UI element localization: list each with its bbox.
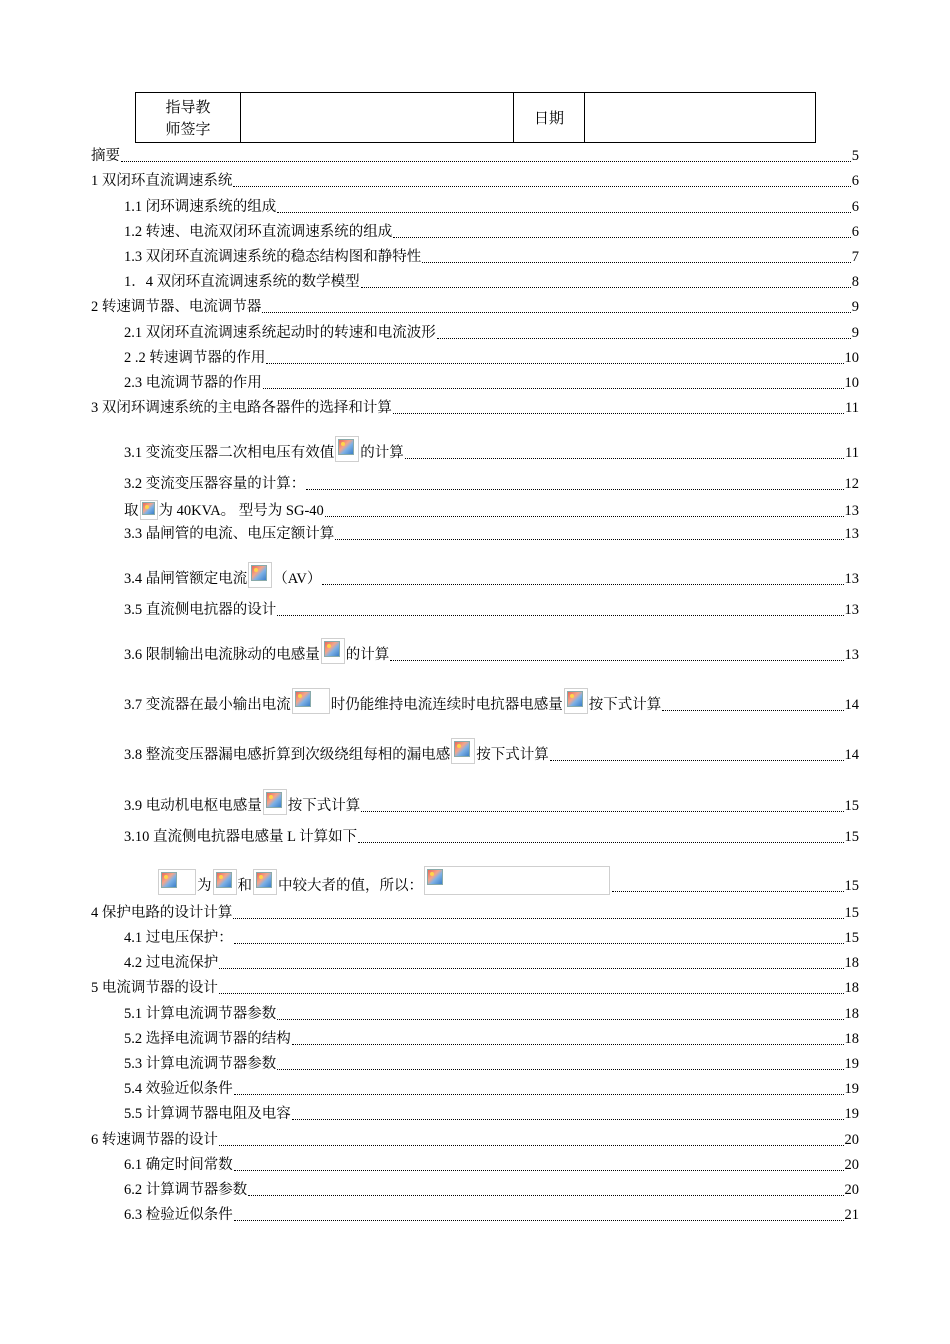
formula-image-icon xyxy=(564,688,588,714)
toc-entry[interactable] xyxy=(124,199,859,216)
toc-entry[interactable] xyxy=(124,638,859,664)
toc-page-number: 9 xyxy=(851,299,859,315)
formula-image-icon xyxy=(140,500,158,520)
toc-leader xyxy=(263,388,844,389)
toc-entry-title: 6.3 检验近似条件 xyxy=(124,1207,233,1223)
toc-entry-title: 6 转速调节器的设计 xyxy=(91,1132,218,1148)
toc-page-number: 13 xyxy=(844,571,859,587)
toc-entry-title: 3.5 直流侧电抗器的设计 xyxy=(124,602,277,618)
toc-entry[interactable] xyxy=(124,476,859,493)
toc-entry-title: 4 保护电路的设计计算 xyxy=(91,905,233,921)
toc-entry-title: 5.1 计算电流调节器参数 xyxy=(124,1006,277,1022)
toc-entry-title: 1.2 转速、电流双闭环直流调速系统的组成 xyxy=(124,224,393,240)
toc-page-number: 21 xyxy=(844,1207,859,1223)
toc-text: （AV） xyxy=(273,571,322,587)
toc-page-number: 6 xyxy=(851,173,859,189)
toc-leader xyxy=(234,1094,844,1095)
toc-page-number: 15 xyxy=(844,829,859,845)
toc-text: 3.8 整流变压器漏电感折算到次级绕组每相的漏电感 xyxy=(124,747,451,763)
toc-entry[interactable] xyxy=(124,602,859,619)
toc-entry-title xyxy=(124,789,360,815)
date-label: 日期 xyxy=(514,93,585,143)
toc-page-number: 20 xyxy=(844,1157,859,1173)
toc-leader xyxy=(437,338,851,339)
toc-entry-title: 6.1 确定时间常数 xyxy=(124,1157,233,1173)
toc-page-number: 7 xyxy=(851,249,859,265)
formula-image-icon xyxy=(248,562,272,588)
toc-page-number: 12 xyxy=(844,476,859,492)
toc-entry[interactable] xyxy=(91,299,859,316)
toc-entry[interactable] xyxy=(124,955,859,972)
toc-entry-title: 1.3 双闭环直流调速系统的稳态结构图和静特性 xyxy=(124,249,422,265)
toc-leader xyxy=(219,1145,844,1146)
formula-image-icon xyxy=(321,638,345,664)
toc-entry[interactable] xyxy=(91,1132,859,1149)
toc-entry[interactable] xyxy=(124,274,859,291)
toc-leader xyxy=(219,993,844,994)
toc-entry-title: 1．4 双闭环直流调速系统的数学模型 xyxy=(124,274,360,290)
toc-entry[interactable] xyxy=(124,436,859,462)
toc-entry-title xyxy=(124,500,324,520)
toc-leader xyxy=(405,458,844,459)
toc-leader xyxy=(277,212,851,213)
toc-leader xyxy=(248,1195,843,1196)
toc-leader xyxy=(306,489,843,490)
toc-page-number: 9 xyxy=(851,325,859,341)
toc-page-number: 18 xyxy=(844,1006,859,1022)
toc-entry[interactable] xyxy=(91,980,859,997)
formula-image-icon xyxy=(213,869,237,895)
toc-entry[interactable] xyxy=(124,1006,859,1023)
toc-leader xyxy=(234,1170,844,1171)
toc-leader xyxy=(393,237,851,238)
toc-leader xyxy=(233,186,850,187)
toc-leader xyxy=(393,413,844,414)
toc-leader xyxy=(277,615,843,616)
toc-entry[interactable] xyxy=(124,688,859,714)
toc-entry-title: 1.1 闭环调速系统的组成 xyxy=(124,199,277,215)
toc-entry[interactable] xyxy=(124,500,859,520)
toc-entry-title: 摘要 xyxy=(91,148,120,164)
toc-entry[interactable] xyxy=(124,1157,859,1174)
toc-leader xyxy=(292,1044,844,1045)
toc-page-number: 10 xyxy=(844,350,859,366)
toc-page-number: 20 xyxy=(844,1182,859,1198)
toc-page-number: 10 xyxy=(844,375,859,391)
toc-entry[interactable] xyxy=(124,1056,859,1073)
toc-entry[interactable] xyxy=(124,350,859,367)
toc-leader xyxy=(266,363,843,364)
toc-leader xyxy=(322,584,843,585)
toc-entry[interactable] xyxy=(91,905,859,922)
toc-leader xyxy=(292,1119,844,1120)
toc-leader xyxy=(550,760,844,761)
toc-leader xyxy=(277,1019,843,1020)
toc-text: 3.1 变流变压器二次相电压有效值 xyxy=(124,445,335,461)
toc-entry-title: 2.1 双闭环直流调速系统起动时的转速和电流波形 xyxy=(124,325,436,341)
toc-leader xyxy=(662,710,843,711)
formula-image-icon xyxy=(335,436,359,462)
toc-entry-title: 5.5 计算调节器电阻及电容 xyxy=(124,1106,291,1122)
toc-entry[interactable] xyxy=(124,1031,859,1048)
toc-page-number: 6 xyxy=(851,224,859,240)
toc-text: 3.4 晶闸管额定电流 xyxy=(124,571,248,587)
formula-image-icon xyxy=(253,869,277,895)
toc-entry[interactable] xyxy=(124,325,859,342)
toc-entry[interactable] xyxy=(124,789,859,815)
formula-image-icon xyxy=(158,869,196,895)
toc-leader xyxy=(612,891,844,892)
toc-text: 和 xyxy=(237,878,252,894)
formula-image-icon xyxy=(292,688,330,714)
advisor-signature-label: 指导教 师签字 xyxy=(136,93,241,143)
formula-image-icon xyxy=(424,866,610,895)
toc-entry[interactable] xyxy=(124,1182,859,1199)
toc-leader xyxy=(234,1220,844,1221)
toc-text: 按下式计算 xyxy=(588,697,662,713)
toc-entry-title xyxy=(124,688,661,714)
toc-leader xyxy=(358,842,843,843)
formula-image-icon xyxy=(263,789,287,815)
toc-entry[interactable] xyxy=(124,375,859,392)
toc-entry-title: 5.2 选择电流调节器的结构 xyxy=(124,1031,291,1047)
toc-page-number: 13 xyxy=(844,602,859,618)
toc-entry-title xyxy=(124,638,389,664)
toc-page-number: 14 xyxy=(844,747,859,763)
toc-entry-title: 6.2 计算调节器参数 xyxy=(124,1182,248,1198)
toc-leader xyxy=(262,312,850,313)
toc-page-number: 6 xyxy=(851,199,859,215)
toc-page-number: 8 xyxy=(851,274,859,290)
toc-page-number: 19 xyxy=(844,1106,859,1122)
toc-text: 3.6 限制输出电流脉动的电感量 xyxy=(124,647,320,663)
toc-entry[interactable] xyxy=(124,249,859,266)
toc-leader xyxy=(277,1069,843,1070)
toc-text: 按下式计算 xyxy=(287,798,361,814)
toc-entry-title: 3.3 晶闸管的电流、电压定额计算 xyxy=(124,526,335,542)
toc-entry-title xyxy=(124,738,549,764)
toc-leader xyxy=(325,516,844,517)
toc-page-number: 13 xyxy=(844,503,859,519)
toc-entry-title: 5.3 计算电流调节器参数 xyxy=(124,1056,277,1072)
toc-entry[interactable] xyxy=(124,224,859,241)
toc-entry-title: 4.1 过电压保护： xyxy=(124,930,233,946)
toc-leader xyxy=(422,262,851,263)
toc-text: 中较大者的值，所以： xyxy=(278,878,423,894)
toc-entry[interactable] xyxy=(157,866,859,895)
toc-entry[interactable] xyxy=(91,173,859,190)
toc-entry-title xyxy=(124,562,321,588)
toc-entry-title: 1 双闭环直流调速系统 xyxy=(91,173,233,189)
toc-page-number: 18 xyxy=(844,1031,859,1047)
toc-entry[interactable] xyxy=(124,526,859,543)
toc-page-number: 15 xyxy=(844,878,859,894)
toc-entry[interactable] xyxy=(124,930,859,947)
toc-leader xyxy=(121,161,851,162)
toc-entry-title: 3 双闭环调速系统的主电路各器件的选择和计算 xyxy=(91,400,392,416)
toc-page-number: 15 xyxy=(844,905,859,921)
toc-leader xyxy=(219,968,843,969)
toc-entry-title: 5.4 效验近似条件 xyxy=(124,1081,233,1097)
toc-leader xyxy=(234,943,844,944)
toc-text: 时仍能维持电流连续时电抗器电感量 xyxy=(330,697,563,713)
formula-image-icon xyxy=(451,738,475,764)
toc-text: 的计算 xyxy=(360,445,404,461)
toc-text: 的计算 xyxy=(345,647,390,663)
toc-entry-title: 3.2 变流变压器容量的计算： xyxy=(124,476,306,492)
toc-page-number: 18 xyxy=(844,980,859,996)
toc-entry-title: 2 转速调节器、电流调节器 xyxy=(91,299,262,315)
toc-page-number: 19 xyxy=(844,1081,859,1097)
toc-text: 按下式计算 xyxy=(476,747,549,763)
toc-entry[interactable] xyxy=(124,1081,859,1098)
toc-page-number: 11 xyxy=(845,400,859,416)
toc-page-number: 13 xyxy=(844,526,859,542)
toc-entry-title xyxy=(157,866,611,895)
toc-leader xyxy=(233,918,843,919)
toc-text: 取 xyxy=(124,503,139,519)
toc-page-number: 19 xyxy=(844,1056,859,1072)
toc-entry[interactable] xyxy=(124,829,859,846)
toc-entry-title: 5 电流调节器的设计 xyxy=(91,980,218,996)
toc-text: 为 40KVA。 型号为 SG-40 xyxy=(158,503,324,519)
toc-page-number: 15 xyxy=(844,930,859,946)
toc-text: 为 xyxy=(197,878,212,894)
toc-leader xyxy=(361,811,843,812)
toc-page-number: 14 xyxy=(844,697,859,713)
toc-entry[interactable] xyxy=(124,1106,859,1123)
toc-text: 3.9 电动机电枢电感量 xyxy=(124,798,262,814)
toc-entry-title: 2.3 电流调节器的作用 xyxy=(124,375,262,391)
toc-entry[interactable] xyxy=(124,738,859,764)
toc-page-number: 13 xyxy=(844,647,859,663)
toc-page-number: 18 xyxy=(844,955,859,971)
toc-entry[interactable] xyxy=(124,562,859,588)
toc-entry-title xyxy=(124,436,404,462)
toc-page-number: 15 xyxy=(844,798,859,814)
toc-leader xyxy=(390,660,843,661)
toc-page-number: 5 xyxy=(851,148,859,164)
toc-entry[interactable] xyxy=(91,400,859,417)
toc-leader xyxy=(335,539,843,540)
toc-text: 3.7 变流器在最小输出电流 xyxy=(124,697,291,713)
toc-entry-title: 2 .2 转速调节器的作用 xyxy=(124,350,266,366)
toc-page-number: 20 xyxy=(844,1132,859,1148)
toc-entry-title: 3.10 直流侧电抗器电感量 L 计算如下 xyxy=(124,829,358,845)
toc-entry-title: 4.2 过电流保护 xyxy=(124,955,219,971)
toc-entry[interactable] xyxy=(124,1207,859,1224)
toc-leader xyxy=(361,287,851,288)
toc-entry[interactable] xyxy=(91,148,859,165)
toc-page-number: 11 xyxy=(845,445,859,461)
